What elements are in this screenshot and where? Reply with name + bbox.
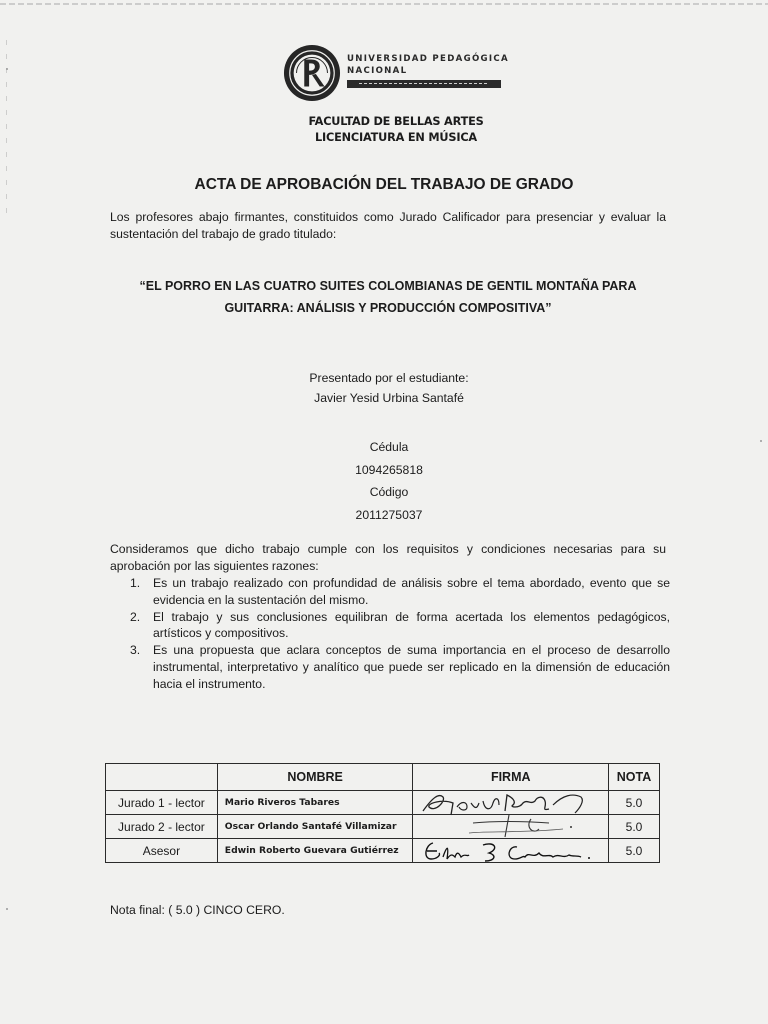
jury-table	[105, 763, 660, 863]
row-name: Oscar Orlando Santafé Villamizar	[217, 815, 413, 839]
considerations-paragraph: Consideramos que dicho trabajo cumple con los requisitos y condiciones necesarias para su aprobación por las siguientes razones:	[110, 542, 666, 573]
table-row	[106, 815, 660, 839]
row-grade: 5.0	[609, 815, 660, 839]
intro-paragraph: Los profesores abajo firmantes, constituidos como Jurado Calificador para presenciar y evaluar la sustentación del trabajo de grado titulado:	[110, 210, 666, 241]
signature-cell	[413, 791, 609, 815]
table-header-row	[106, 764, 660, 791]
signature-2-icon	[413, 815, 609, 839]
header-role	[106, 764, 218, 791]
code-label: Código	[369, 485, 409, 499]
row-name: Mario Riveros Tabares	[217, 791, 413, 815]
thesis-title	[110, 275, 666, 319]
document-title: ACTA DE APROBACIÓN DEL TRABAJO DE GRADO	[194, 176, 574, 193]
final-grade-note: Nota final: ( 5.0 ) CINCO CERO.	[110, 903, 285, 917]
university-logo	[283, 44, 509, 102]
university-seal-icon	[283, 44, 341, 102]
reason-text: El trabajo y sus conclusiones equilibran de forma acertada los elementos pedagógicos, artísticos y compositivos.	[153, 609, 670, 641]
letterhead	[0, 44, 768, 146]
row-grade: 5.0	[609, 791, 660, 815]
table-row	[106, 839, 660, 863]
code-value: 2011275037	[355, 507, 423, 522]
list-item	[130, 575, 670, 609]
row-role: Jurado 1 - lector	[106, 791, 218, 815]
student-name: Javier Yesid Urbina Santafé	[314, 391, 464, 405]
reason-text: Es una propuesta que aclara conceptos de suma importancia en el proceso de desarrollo instrumental, interpretativo y analítico que puede ser replicado en la dimensión de educación hacia el instrumento.	[153, 643, 670, 691]
row-role: Jurado 2 - lector	[106, 815, 218, 839]
presented-by-label: Presentado por el estudiante:	[309, 371, 469, 385]
thesis-title-line1: “EL PORRO EN LAS CUATRO SUITES COLOMBIANAS DE GENTIL MONTAÑA PARA	[139, 279, 637, 293]
row-name: Edwin Roberto Guevara Gutiérrez	[217, 839, 413, 863]
row-role: Asesor	[106, 839, 218, 863]
header-name: NOMBRE	[217, 764, 413, 791]
student-block	[0, 368, 768, 408]
reason-number: 2.	[130, 609, 141, 624]
header-signature: FIRMA	[413, 764, 609, 791]
reason-number: 1.	[130, 576, 141, 590]
faculty-heading	[308, 114, 483, 146]
university-name-line2: NACIONAL	[347, 65, 408, 76]
signature-1-icon	[413, 791, 609, 815]
signature-3-icon	[413, 839, 609, 863]
thesis-title-line2: GUITARRA: ANÁLISIS Y PRODUCCIÓN COMPOSITIVA”	[224, 301, 552, 315]
university-name-line1: UNIVERSIDAD PEDAGÓGICA	[347, 53, 509, 64]
row-grade: 5.0	[609, 839, 660, 863]
reason-number: 3.	[130, 643, 141, 658]
signature-cell	[413, 815, 609, 839]
id-label: Cédula	[369, 440, 409, 454]
list-item	[130, 642, 670, 692]
list-item	[130, 609, 670, 643]
header-grade: NOTA	[609, 764, 660, 791]
scan-speck	[6, 908, 8, 910]
faculty-name: FACULTAD DE BELLAS ARTES	[308, 115, 484, 128]
student-ids	[0, 436, 768, 526]
table-row	[106, 791, 660, 815]
reason-text: Es un trabajo realizado con profundidad de análisis sobre el tema abordado, evento que se evidencia en la sustentación del mismo.	[153, 576, 670, 607]
program-name: LICENCIATURA EN MÚSICA	[315, 131, 477, 144]
reasons-list	[130, 575, 670, 693]
id-value: 1094265818	[355, 462, 423, 477]
signature-cell	[413, 839, 609, 863]
scan-edge-top	[0, 3, 768, 5]
logo-underline-bar	[347, 80, 501, 88]
